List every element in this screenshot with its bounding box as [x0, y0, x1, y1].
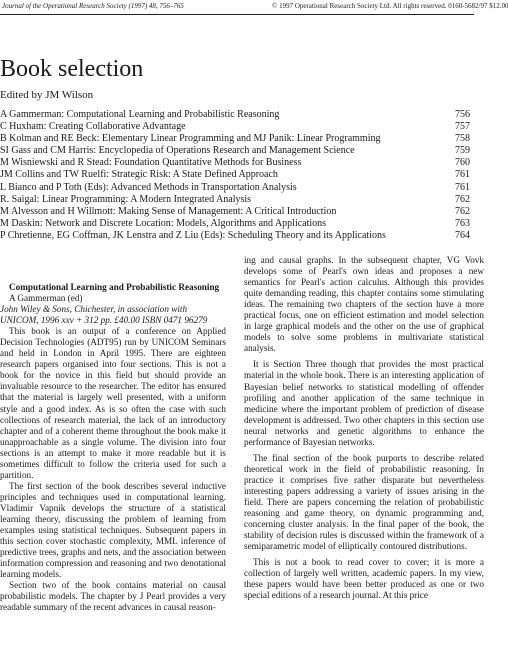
- body-paragraph: The final section of the book purports to describe related theoretical work in the field of probabilistic reasoning. In practice it comprises five rather disparate but nevertheless interesting papers addressing a variety of issues arising in the field. There are papers concerning the relation of probabilistic reasoning and game theory, on dynamic programming and, concerning cluster analysis. In the final paper of the book, the stability of decision rules is discussed within the framework of a semiparametric model of elliptically contoured distributions.: [244, 452, 484, 552]
- header-rule: [0, 14, 474, 15]
- review-authors: A Gammerman (ed): [9, 293, 83, 304]
- contents-item: [0, 182, 474, 194]
- running-header: [0, 0, 508, 16]
- contents-page: 761: [455, 181, 470, 193]
- contents-item: [0, 157, 474, 169]
- review-column-right: [244, 255, 484, 601]
- contents-entry: M Wisniewski and R Stead: Foundation Quantitative Methods for Business: [0, 157, 302, 169]
- review-title: Computational Learning and Probabilistic Reasoning: [9, 282, 220, 292]
- contents-entry: B Kolman and RE Beck: Elementary Linear Programming and MJ Panik: Linear Programming: [0, 133, 381, 145]
- body-paragraph: Section two of the book contains material on causal probabilistic models. The chapter by J Pearl provides a very readable summary of the recent advances in causal reason-: [0, 580, 226, 613]
- contents-entry: P Chretienne, EG Coffman, JK Lenstra and Z Liu (Eds): Scheduling Theory and its Applications: [0, 229, 386, 241]
- body-paragraph: This book is an output of a conference on Applied Decision Technologies (ADT95) run by UNICOM Seminars and held in London in April 1995. There are eighteen research papers organised into four sections. This is not a book for the novice in this field but should provide an invaluable resource to the researcher. The editor has ensured that the material is largely well presented, with a uniform style and a good index. As is so often the case with such collections of research material, the lack of an introductory chapter and of a coherent theme throughout the book make it unapproachable as a single volume. The division into four sections is an attempt to make it more readable but it is sometimes difficult to follow the criteria used for such a partition.: [0, 326, 226, 480]
- contents-item: [0, 109, 474, 121]
- page-title: Book selection: [0, 56, 144, 82]
- contents-item: [0, 133, 474, 145]
- contents-item: [0, 145, 474, 157]
- body-paragraph: This is not a book to read cover to cover; it is more a collection of largely well written, academic papers. In my view, these papers would have been better produced as one or two special editions of a research journal. At this price: [244, 557, 484, 601]
- body-paragraph: The first section of the book describes several inductive principles and techniques used in computational learning. Vladimir Vapnik develops the structure of a statistical learning theory, discussing the problem of learning from examples using statistical techniques. Subsequent papers in this section cover stochastic complexity, MML inference of predictive trees, graphs and nets, and the association between information compression and reasoning and two denotational learning models.: [0, 480, 226, 580]
- body-paragraph: It is Section Three though that provides the most practical material in the whole book. There is an interesting application of Bayesian belief networks to statistical modelling of offender profiling and another application of the same technique in medicine where the important problem of prediction of disease development is addressed. Two other chapters in this section use neural networks and genetic algorithms to enhance the performance of Bayesian networks.: [244, 359, 484, 447]
- contents-page: 762: [455, 193, 470, 205]
- contents-entry: JM Collins and TW Ruelfi: Strategic Risk: A State Defined Approach: [0, 169, 278, 181]
- contents-item: [0, 218, 474, 230]
- contents-item: [0, 230, 474, 242]
- contents-entry: M Daskin: Network and Discrete Location: Models, Algorithms and Applications: [0, 217, 327, 229]
- contents-entry: SI Gass and CM Harris: Encyclopedia of Operations Research and Management Science: [0, 145, 355, 157]
- contents-page: 759: [455, 145, 470, 157]
- contents-entry: C Huxham: Creating Collaborative Advantage: [0, 121, 186, 133]
- contents-entry: L Bianco and P Toth (Eds): Advanced Methods in Transportation Analysis: [0, 181, 297, 193]
- editor-credit: Edited by JM Wilson: [0, 89, 94, 101]
- contents-page: 761: [455, 169, 470, 181]
- contents-entry: R. Saigal: Linear Programming: A Modern Integrated Analysis: [0, 193, 252, 205]
- contents-page: 762: [455, 205, 470, 217]
- publisher-line: John Wiley & Sons, Chichester, in association with: [0, 304, 188, 315]
- contents-entry: A Gammerman: Computational Learning and Probabilistic Reasoning: [0, 109, 280, 120]
- contents-page: 760: [455, 157, 470, 169]
- copyright-notice: © 1997 Operational Research Society Ltd. All rights reserved. 0160-5682/97 $12.00: [272, 2, 508, 10]
- contents-item: [0, 194, 474, 206]
- contents-page: 757: [455, 121, 470, 133]
- body-paragraph: ing and causal graphs. In the subsequent chapter, VG Vovk develops some of Pearl's own ideas and proposes a new semantics for Pearl's action calculus. Although this provides quite demanding reading, this chapter contains some stimulating ideas. The remaining two chapters of the section have a more practical focus, one on efficient estimation and model selection in large graphical models and the other on the use of graphical models to solve some problems in multivariate statistical analysis.: [244, 255, 484, 354]
- contents-page: 758: [455, 133, 470, 145]
- contents-page: 756: [455, 109, 470, 120]
- contents-list: [0, 109, 474, 242]
- journal-citation: Journal of the Operational Research Society (1997) 48, 756–765: [2, 2, 184, 10]
- contents-item: [0, 121, 474, 133]
- contents-item: [0, 169, 474, 181]
- contents-page: 763: [455, 217, 470, 229]
- contents-item: [0, 206, 474, 218]
- review-publisher: [0, 304, 226, 326]
- contents-entry: M Alvesson and H Willmott: Making Sense of Management: A Critical Introduction: [0, 205, 337, 217]
- review-column-left: [0, 282, 226, 613]
- publisher-line: UNICOM, 1996 xxv + 312 pp. £40.00 ISBN 0471 96279: [0, 315, 208, 326]
- contents-page: 764: [455, 229, 470, 241]
